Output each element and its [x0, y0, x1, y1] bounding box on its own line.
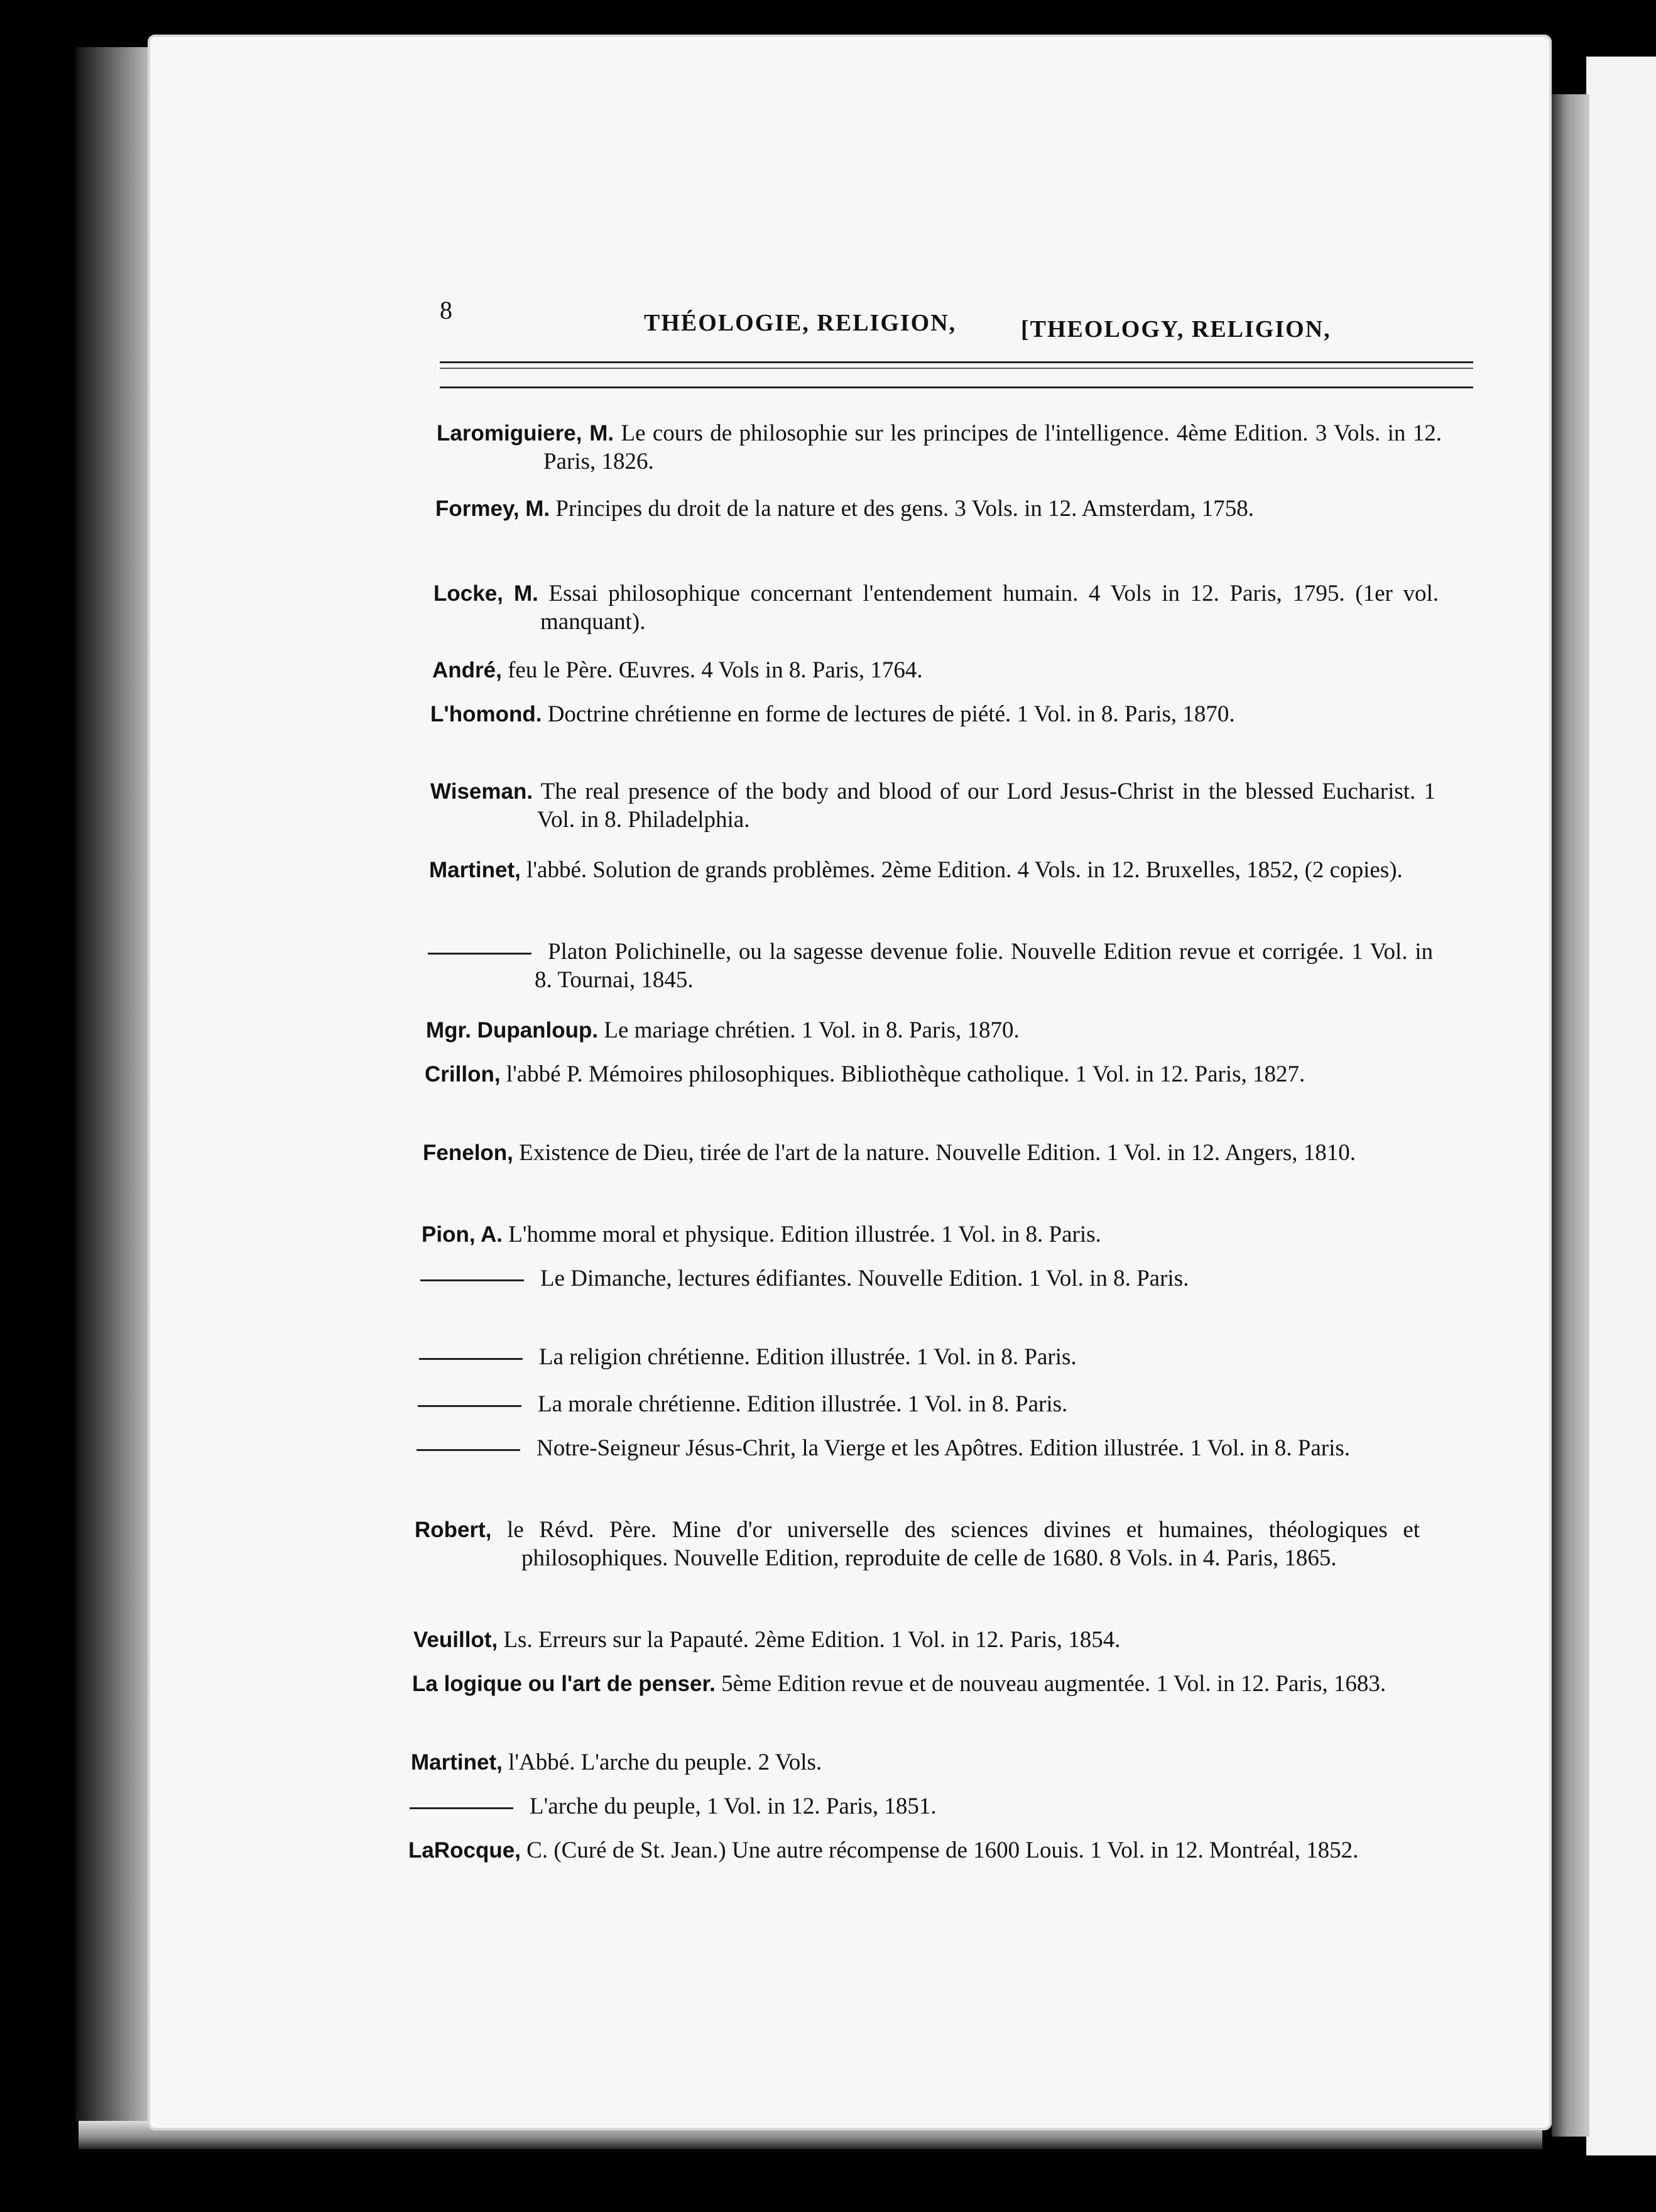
catalog-entry [415, 1516, 1420, 1572]
entry-text: feu le Père. Œuvres. 4 Vols in 8. Paris, 1764. [508, 657, 923, 683]
next-page-sliver [1586, 57, 1656, 2155]
entry-author: Laromiguiere, M. [437, 421, 614, 446]
entry-text: Le Dimanche, lectures édifiantes. Nouvelle Edition. 1 Vol. in 8. Paris. [540, 1266, 1189, 1291]
page-gutter-shadow [1552, 94, 1589, 2137]
ditto-dash [410, 1807, 513, 1809]
entry-text: Essai philosophique concernant l'entendement humain. 4 Vols in 12. Paris, 1795. (1er vol. manquant). [540, 581, 1439, 635]
catalog-entry [412, 1670, 1417, 1698]
catalog-entry [422, 1220, 1427, 1249]
entry-text: l'abbé. Solution de grands problèmes. 2ème Edition. 4 Vols. in 12. Bruxelles, 1852, (2 copies). [526, 857, 1403, 883]
entry-author: Martinet, [411, 1750, 503, 1775]
catalog-entry [413, 1626, 1419, 1654]
header-rule-middle [440, 368, 1473, 369]
catalog-entry [423, 1139, 1428, 1167]
entry-text: Le mariage chrétien. 1 Vol. in 8. Paris, 1870. [604, 1017, 1020, 1043]
catalog-entry [426, 1016, 1431, 1044]
entry-text: La morale chrétienne. Edition illustrée. 1 Vol. in 8. Paris. [538, 1391, 1068, 1417]
ditto-dash [419, 1358, 523, 1360]
entry-text: C. (Curé de St. Jean.) Une autre récompense de 1600 Louis. 1 Vol. in 12. Montréal, 1852. [526, 1837, 1359, 1863]
catalog-entry [417, 1434, 1422, 1462]
entry-author: Robert, [415, 1518, 492, 1542]
catalog-entry [430, 700, 1435, 728]
catalog-entry [435, 495, 1441, 523]
entry-text: l'abbé P. Mémoires philosophiques. Bibliothèque catholique. 1 Vol. in 12. Paris, 1827. [506, 1061, 1305, 1087]
ditto-dash [417, 1449, 520, 1451]
entry-author: André, [432, 658, 502, 682]
entry-text: Platon Polichinelle, ou la sagesse devenue folie. Nouvelle Edition revue et corrigée. 1 Vol. in 8. Tournai, 1845. [535, 939, 1433, 993]
entry-text: L'arche du peuple, 1 Vol. in 12. Paris, 1851. [530, 1793, 937, 1819]
header-rule-bottom [440, 386, 1473, 388]
entry-text: Doctrine chrétienne en forme de lectures de piété. 1 Vol. in 8. Paris, 1870. [547, 701, 1235, 727]
catalog-entry [411, 1748, 1416, 1777]
ditto-dash [428, 953, 531, 955]
entry-author: Martinet, [429, 858, 521, 882]
entry-text: Principes du droit de la nature et des gens. 3 Vols. in 12. Amsterdam, 1758. [555, 496, 1254, 522]
page-number: 8 [440, 296, 452, 324]
catalog-entry [429, 856, 1434, 884]
entry-text: L'homme moral et physique. Edition illustrée. 1 Vol. in 8. Paris. [508, 1222, 1101, 1247]
entry-author: L'homond. [430, 702, 542, 726]
entry-text: Existence de Dieu, tirée de l'art de la nature. Nouvelle Edition. 1 Vol. in 12. Angers, 1810. [519, 1140, 1356, 1166]
catalog-entry [428, 938, 1433, 994]
entry-author: Formey, M. [435, 496, 550, 521]
entry-text: The real presence of the body and blood of our Lord Jesus-Christ in the blessed Eucharist. 1 Vol. in 8. Philadelphia. [537, 779, 1435, 833]
running-title-english: [THEOLOGY, RELIGION, [1021, 316, 1331, 342]
entry-author: Wiseman. [430, 779, 533, 804]
entry-author: Mgr. Dupanloup. [426, 1018, 599, 1043]
catalog-entry [408, 1836, 1414, 1864]
entry-author: La logique ou l'art de penser. [412, 1672, 716, 1696]
entry-text: 5ème Edition revue et de nouveau augmentée. 1 Vol. in 12. Paris, 1683. [721, 1671, 1386, 1697]
catalog-page [148, 35, 1552, 2130]
entry-author: Locke, M. [433, 581, 538, 606]
entry-text: l'Abbé. L'arche du peuple. 2 Vols. [508, 1749, 822, 1775]
catalog-entry [419, 1343, 1424, 1371]
catalog-entry [433, 579, 1439, 636]
entry-text: le Révd. Père. Mine d'or universelle des sciences divines et humaines, théologiques et philosophiques. Nouvelle Edition, reproduite de celle de 1680. 8 Vols. in 4. Paris, 1865. [507, 1517, 1420, 1571]
ditto-dash [420, 1279, 524, 1281]
catalog-entry [420, 1264, 1425, 1293]
page-left-edge [75, 47, 150, 2121]
entry-text: Le cours de philosophie sur les principes de l'intelligence. 4ème Edition. 3 Vols. in 12. Paris, 1826. [543, 420, 1442, 474]
catalog-entry [410, 1792, 1415, 1821]
catalog-entry [418, 1390, 1423, 1418]
header-rule-top [440, 361, 1473, 363]
ditto-dash [418, 1405, 521, 1407]
catalog-entry [425, 1060, 1430, 1088]
entry-text: Ls. Erreurs sur la Papauté. 2ème Edition. 1 Vol. in 12. Paris, 1854. [503, 1627, 1121, 1653]
catalog-entry [430, 777, 1435, 834]
entry-author: Pion, A. [422, 1222, 503, 1247]
entry-author: LaRocque, [408, 1838, 521, 1863]
entry-text: Notre-Seigneur Jésus-Chrit, la Vierge et les Apôtres. Edition illustrée. 1 Vol. in 8. Paris. [537, 1435, 1351, 1461]
page-header [148, 283, 1552, 342]
entry-author: Veuillot, [413, 1628, 498, 1652]
catalog-entry [437, 419, 1442, 476]
catalog-entry [432, 656, 1437, 684]
entry-text: La religion chrétienne. Edition illustrée. 1 Vol. in 8. Paris. [539, 1344, 1077, 1370]
entry-author: Crillon, [425, 1062, 501, 1087]
entry-author: Fenelon, [423, 1141, 513, 1165]
running-title-french: THÉOLOGIE, RELIGION, [644, 310, 957, 336]
